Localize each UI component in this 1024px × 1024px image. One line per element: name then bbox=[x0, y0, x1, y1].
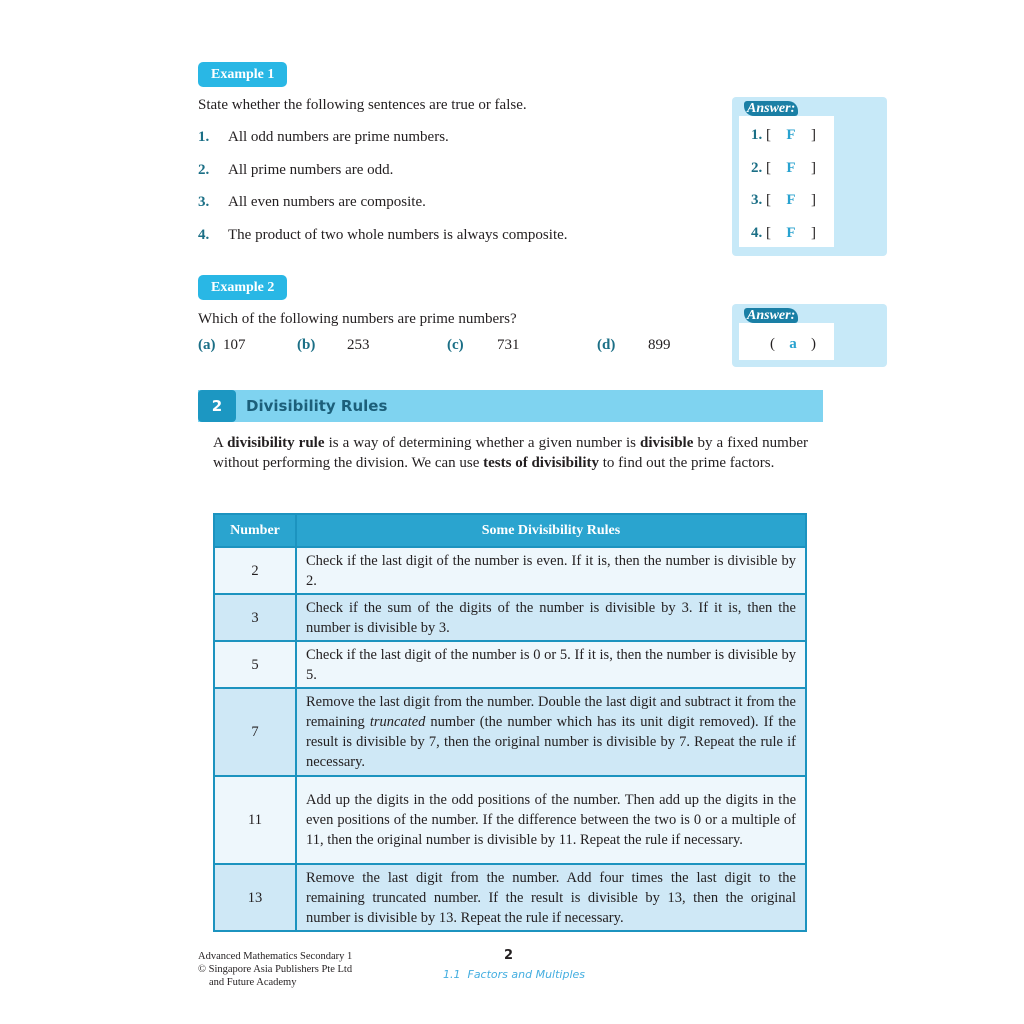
option-label: (d) bbox=[597, 337, 616, 353]
term-tests-of-divisibility: tests of divisibility bbox=[483, 455, 599, 471]
cell-rule: Add up the digits in the odd positions of the number. Then add up the digits in the even positions of the number. If the difference between the two is 0 or a multiple of 11, then the original number is divisible by 11. Repeat the rule if necessary. bbox=[296, 776, 806, 864]
option-item bbox=[597, 336, 671, 354]
bracket-open: [ bbox=[766, 192, 771, 208]
question-item bbox=[198, 193, 426, 211]
answer-panel-2 bbox=[732, 304, 887, 367]
example-2-badge: Example 2 bbox=[198, 275, 287, 300]
cell-rule: Remove the last digit from the number. Add four times the last digit to the remaining truncated number. If the result is divisible by 13, then the original number is divisible by 13. Repeat the rule if necessary. bbox=[296, 864, 806, 931]
footer-copyright-2: and Future Academy bbox=[209, 977, 297, 988]
rule-text: number (the number which has its unit digit removed). If the result is divisible by 7, then the original number is divisible by 7. Repeat the rule if necessary. bbox=[306, 714, 796, 770]
rule-text: Remove the last digit from the number. Double the last digit and subtract it from the remaining bbox=[306, 694, 796, 730]
answer-row bbox=[751, 225, 816, 242]
answer-row bbox=[751, 192, 816, 209]
divisibility-rules-table bbox=[213, 513, 807, 932]
cell-number: 5 bbox=[214, 641, 296, 688]
question-number: 4. bbox=[198, 227, 210, 243]
footer-book-title: Advanced Mathematics Secondary 1 bbox=[198, 951, 353, 962]
cell-rule: Check if the last digit of the number is even. If it is, then the number is divisible by 2. bbox=[296, 547, 806, 594]
intro-text: by a fixed number without performing the division. We can use bbox=[213, 435, 808, 471]
question-item bbox=[198, 161, 393, 179]
cell-number: 2 bbox=[214, 547, 296, 594]
option-value: 253 bbox=[347, 337, 370, 353]
term-divisible: divisible bbox=[640, 435, 694, 451]
option-label: (b) bbox=[297, 337, 316, 353]
answer-number: 4. bbox=[751, 225, 763, 241]
bracket-close: ] bbox=[811, 127, 816, 143]
question-item bbox=[198, 128, 449, 146]
cell-rule: Check if the sum of the digits of the number is divisible by 3. If it is, then the number is divisible by 3. bbox=[296, 594, 806, 641]
cell-number: 7 bbox=[214, 688, 296, 776]
answer-value: F bbox=[786, 160, 796, 176]
bracket-open: [ bbox=[766, 160, 771, 176]
section-intro bbox=[213, 433, 808, 473]
answer-label: Answer: bbox=[744, 101, 798, 116]
answer-number: 1. bbox=[751, 127, 763, 143]
answer-row bbox=[751, 160, 816, 177]
chapter-title: 1.1 Factors and Multiples bbox=[443, 968, 586, 981]
intro-text: A bbox=[213, 435, 228, 451]
cell-rule bbox=[296, 688, 806, 776]
answer-number: 3. bbox=[751, 192, 763, 208]
footer-copyright: © Singapore Asia Publishers Pte Ltd bbox=[198, 964, 353, 975]
bracket-close: ] bbox=[811, 225, 816, 241]
option-item bbox=[447, 336, 520, 354]
section-number: 2 bbox=[198, 390, 236, 422]
table-row bbox=[214, 688, 806, 776]
header-rules: Some Divisibility Rules bbox=[296, 514, 806, 547]
bracket-close: ] bbox=[811, 192, 816, 208]
answer-number: 2. bbox=[751, 160, 763, 176]
intro-text: to find out the prime factors. bbox=[598, 455, 775, 471]
question-number: 2. bbox=[198, 162, 210, 178]
term-divisibility-rule: divisibility rule bbox=[227, 435, 325, 451]
answer-value: F bbox=[786, 225, 796, 241]
footer-book-info bbox=[198, 950, 352, 989]
table-row bbox=[214, 547, 806, 594]
question-number: 3. bbox=[198, 194, 210, 210]
table-header-row bbox=[214, 514, 806, 547]
cell-number: 11 bbox=[214, 776, 296, 864]
intro-text: is a way of determining whether a given number is bbox=[324, 435, 641, 451]
paren-open: ( bbox=[770, 336, 775, 352]
section-title: Divisibility Rules bbox=[246, 397, 388, 415]
rule-text-italic: truncated bbox=[369, 714, 426, 730]
option-label: (a) bbox=[198, 337, 216, 353]
bracket-open: [ bbox=[766, 225, 771, 241]
answer-row bbox=[751, 127, 816, 144]
question-text: The product of two whole numbers is always composite. bbox=[228, 227, 568, 243]
page-number: 2 bbox=[504, 948, 514, 963]
option-value: 899 bbox=[648, 337, 671, 353]
answer-value: F bbox=[786, 192, 796, 208]
option-value: 731 bbox=[497, 337, 520, 353]
option-item bbox=[297, 336, 370, 354]
option-label: (c) bbox=[447, 337, 464, 353]
paren-close: ) bbox=[811, 336, 816, 352]
question-text: All odd numbers are prime numbers. bbox=[228, 129, 449, 145]
bracket-close: ] bbox=[811, 160, 816, 176]
header-number: Number bbox=[214, 514, 296, 547]
cell-number: 3 bbox=[214, 594, 296, 641]
cell-rule: Check if the last digit of the number is 0 or 5. If it is, then the number is divisible by 5. bbox=[296, 641, 806, 688]
bracket-open: [ bbox=[766, 127, 771, 143]
option-value: 107 bbox=[223, 337, 246, 353]
question-number: 1. bbox=[198, 129, 210, 145]
table-row bbox=[214, 641, 806, 688]
example-1-prompt: State whether the following sentences are true or false. bbox=[198, 97, 527, 113]
table-row bbox=[214, 594, 806, 641]
question-item bbox=[198, 226, 568, 244]
option-item bbox=[198, 336, 246, 354]
answer-label: Answer: bbox=[744, 308, 798, 323]
example-1-badge: Example 1 bbox=[198, 62, 287, 87]
answer-value: a bbox=[789, 336, 797, 352]
question-text: All prime numbers are odd. bbox=[228, 162, 394, 178]
cell-number: 13 bbox=[214, 864, 296, 931]
example-2-prompt: Which of the following numbers are prime numbers? bbox=[198, 311, 517, 327]
question-text: All even numbers are composite. bbox=[228, 194, 426, 210]
answer-panel-1 bbox=[732, 97, 887, 256]
table-row bbox=[214, 776, 806, 864]
table-row bbox=[214, 864, 806, 931]
answer-row bbox=[770, 336, 816, 353]
answer-value: F bbox=[786, 127, 796, 143]
